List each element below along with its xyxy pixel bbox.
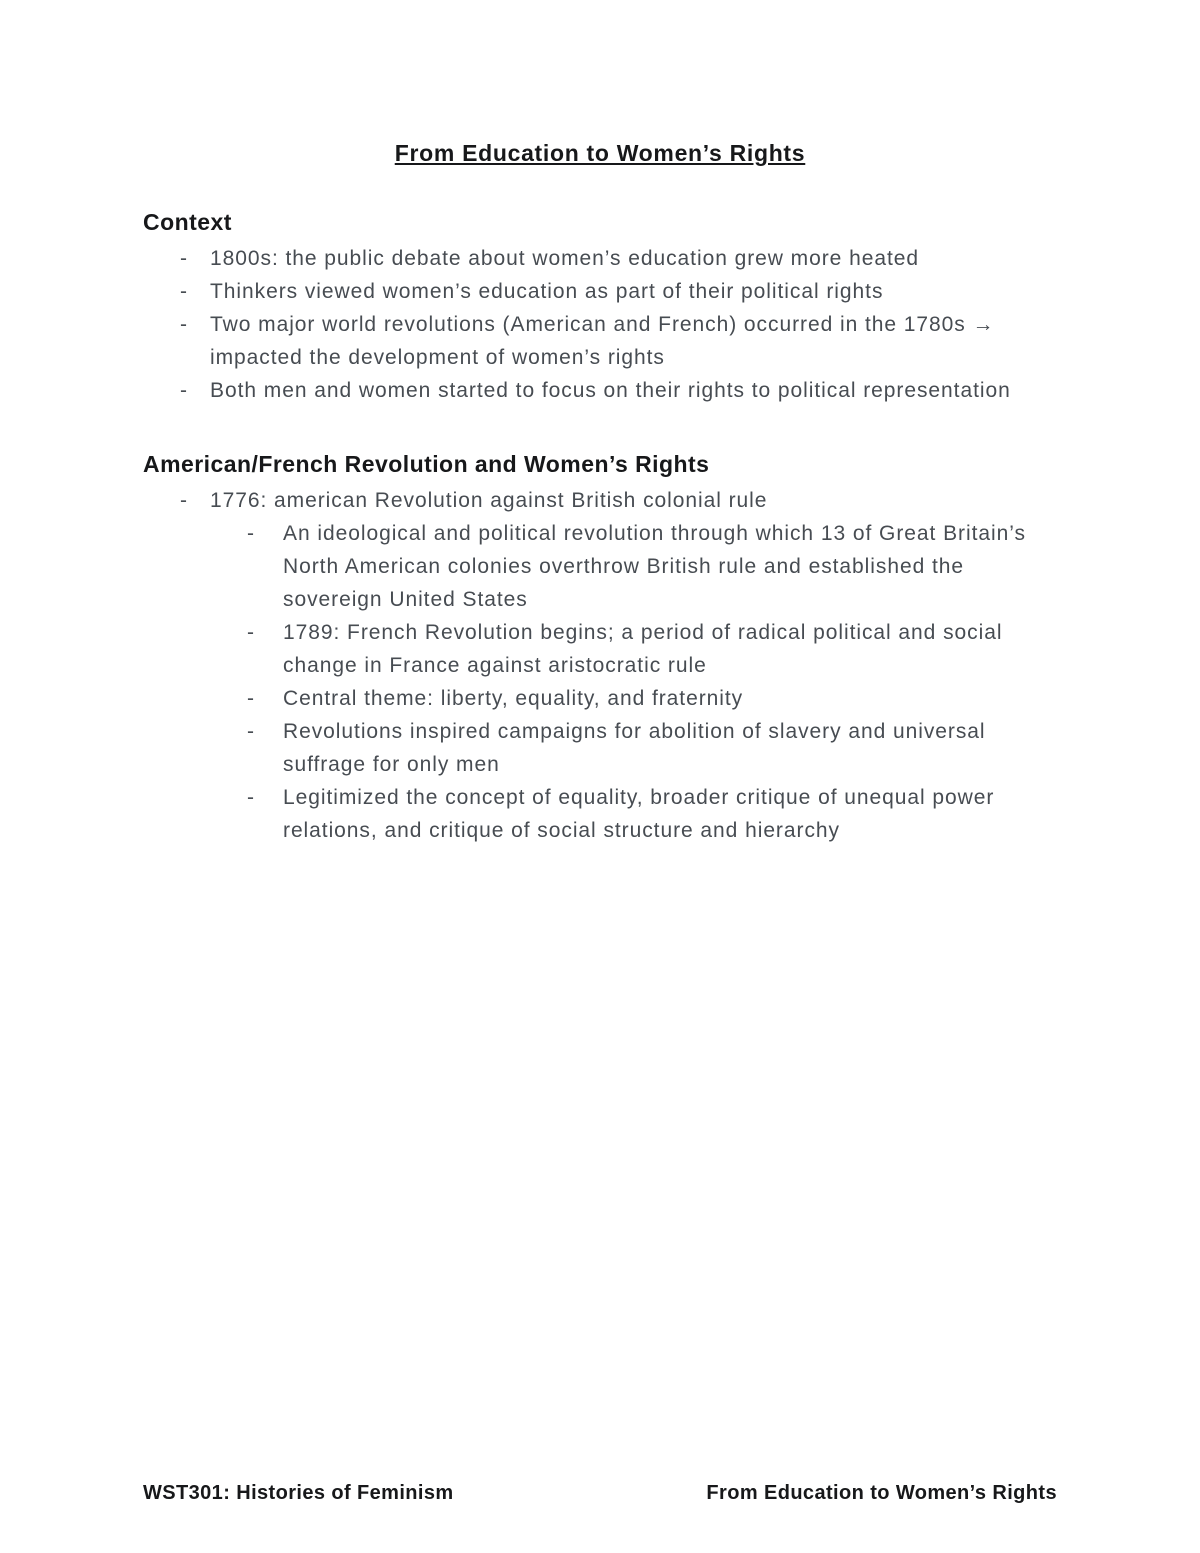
bullet-list-revolutions (143, 484, 1057, 847)
sub-list-item: - Central theme: liberty, equality, and fraternity (143, 682, 1057, 715)
sub-list-item: - Legitimized the concept of equality, broader critique of unequal power relations, and critique of social structure and hierarchy (143, 781, 1057, 847)
list-item: - Both men and women started to focus on their rights to political representation (143, 374, 1057, 407)
page-footer (143, 1482, 1057, 1505)
list-item: - Thinkers viewed women’s education as part of their political rights (143, 275, 1057, 308)
section-heading-revolutions: American/French Revolution and Women’s Rights (143, 451, 710, 477)
footer-document-label: From Education to Women’s Rights (706, 1482, 1057, 1504)
section-revolutions (143, 451, 1057, 847)
list-item: - 1800s: the public debate about women’s education grew more heated (143, 242, 1057, 275)
sub-list-item: - Revolutions inspired campaigns for abolition of slavery and universal suffrage for only men (143, 715, 1057, 781)
sub-list-item: - 1789: French Revolution begins; a period of radical political and social change in France against aristocratic rule (143, 616, 1057, 682)
section-heading-context: Context (143, 209, 232, 235)
footer-course-label: WST301: Histories of Feminism (143, 1482, 454, 1504)
section-context (143, 209, 1057, 407)
list-item: - 1776: american Revolution against British colonial rule (143, 484, 1057, 517)
bullet-list-context (143, 242, 1057, 407)
document-title: From Education to Women’s Rights (394, 140, 806, 166)
sub-list-item: - An ideological and political revolution through which 13 of Great Britain’s North American colonies overthrow British rule and established the sovereign United States (143, 517, 1057, 616)
list-item: - Two major world revolutions (American and French) occurred in the 1780s → impacted the development of women’s rights (143, 308, 1057, 374)
sub-bullet-list (143, 517, 1057, 847)
